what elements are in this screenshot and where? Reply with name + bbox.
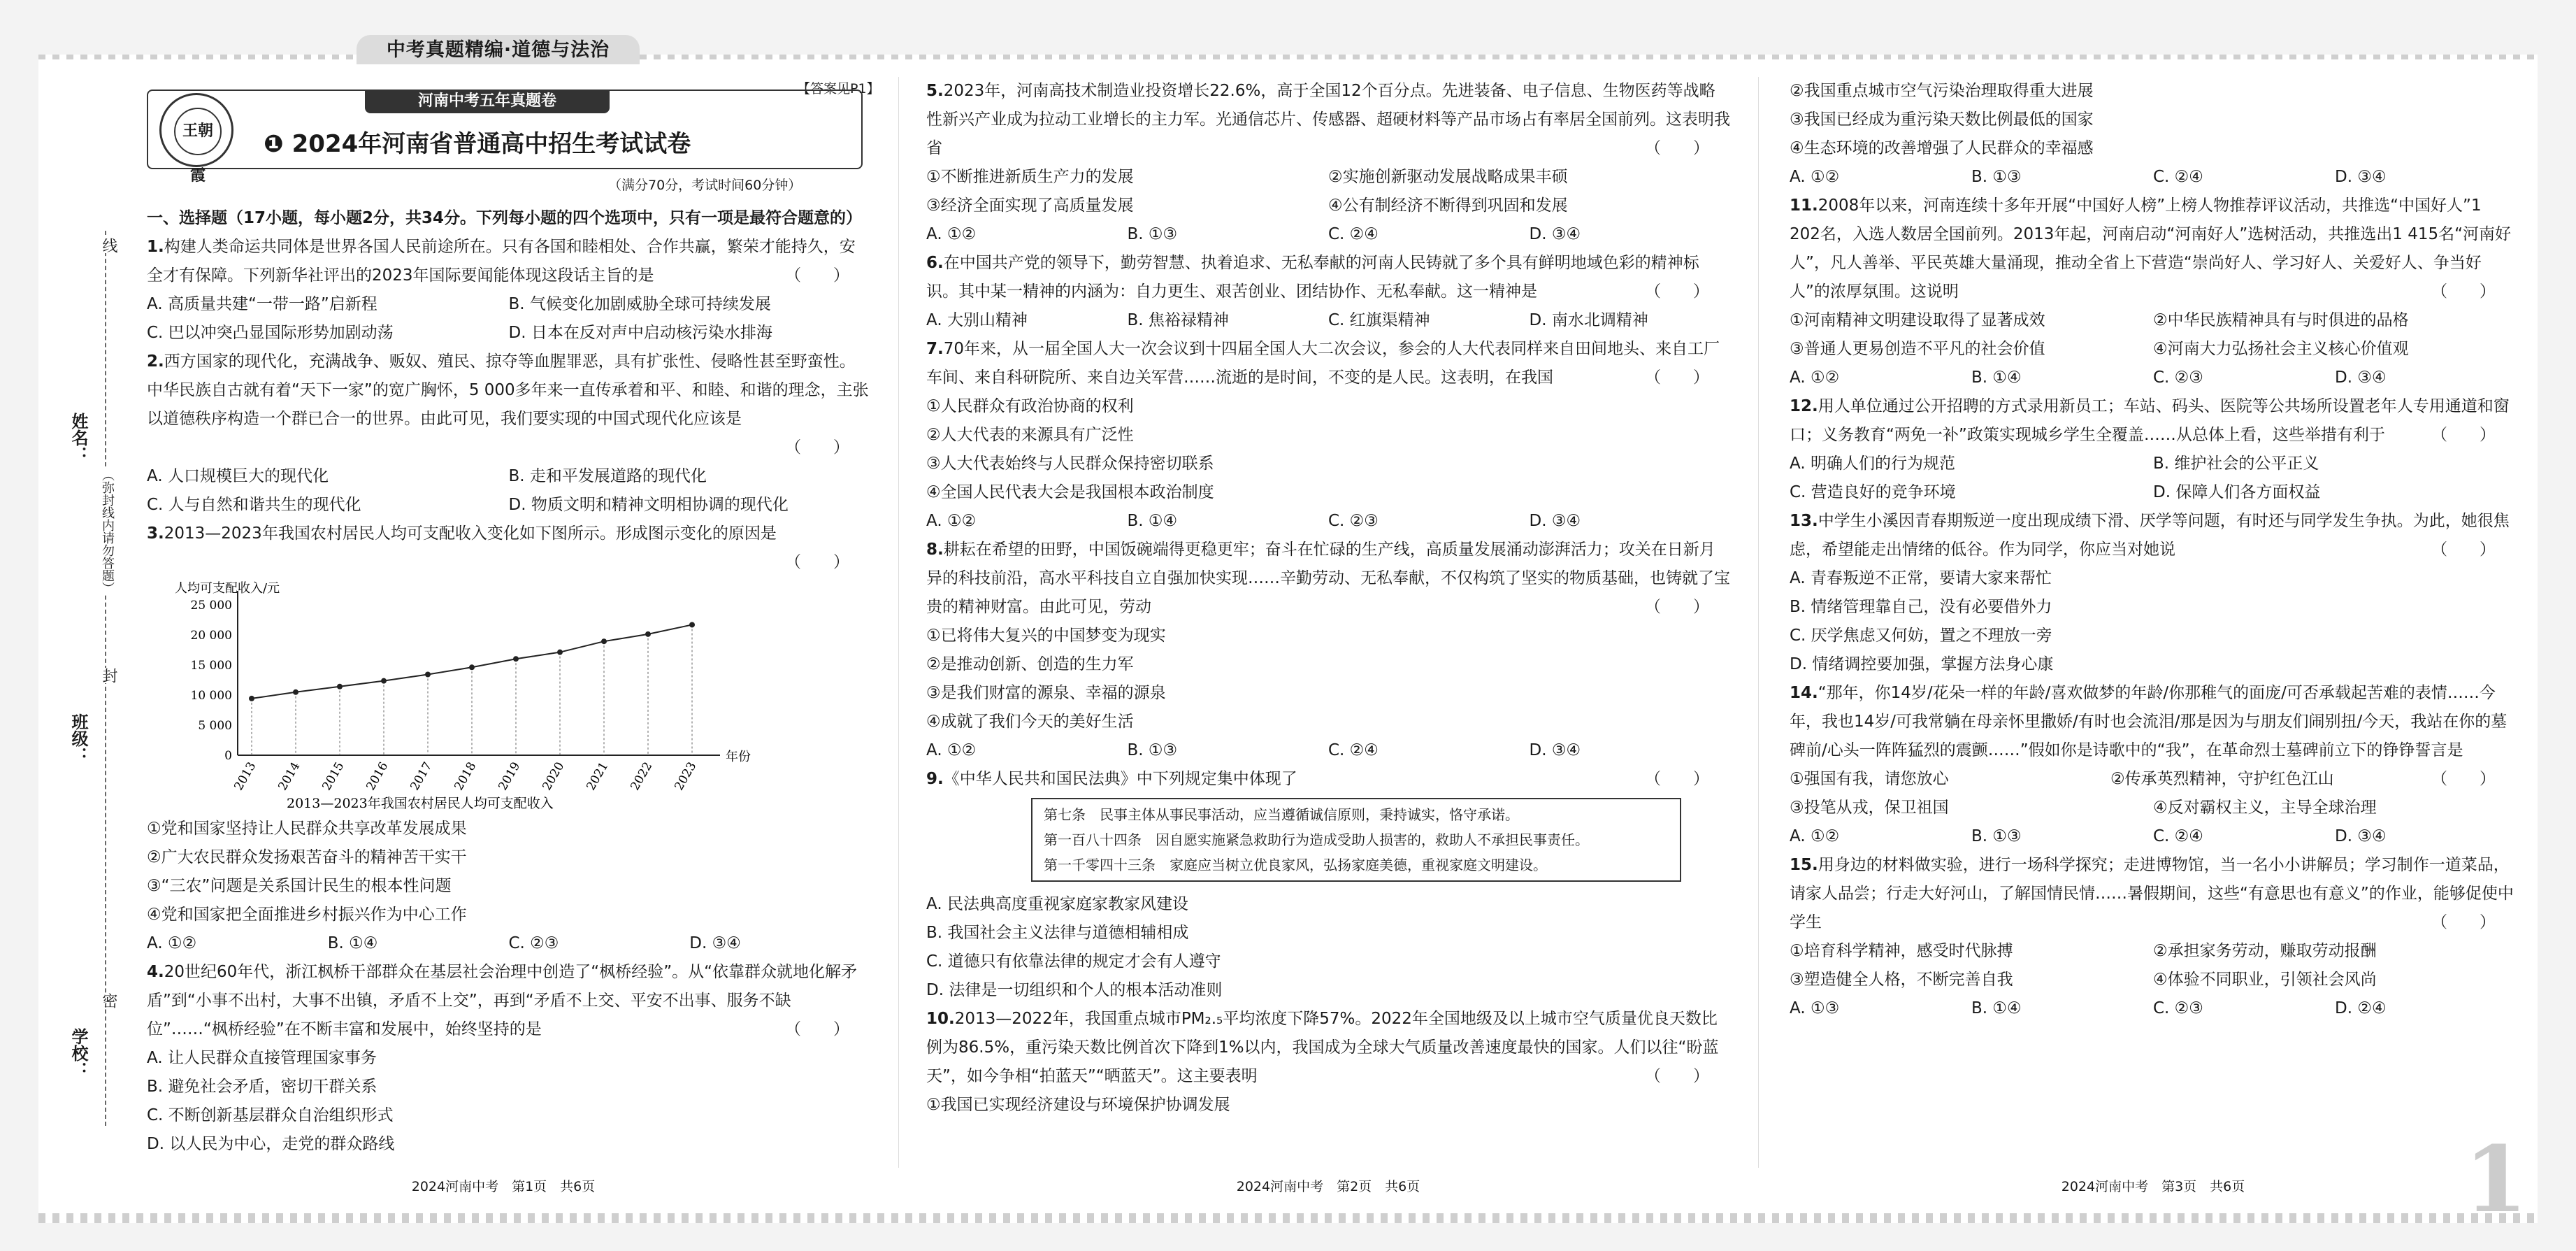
question-5: 5.2023年，河南高技术制造业投资增长22.6%，高于全国12个百分点。先进装备、电子信息、生物医药等战略性新兴产业成为拉动工业增长的主力军。光通信芯片、传感器、超硬材料等产品市场占有率居全国前列。这表明我省 （ ）: [926, 82, 1730, 157]
x-tick-label: 2022: [628, 759, 656, 793]
option: B. 气候变化加剧威胁全球可持续发展: [508, 295, 771, 313]
law-article: 第一千零四十三条 家庭应当树立优良家风，弘扬家庭美德，重视家庭文明建设。: [1044, 857, 1547, 873]
statement: ④公有制经济不断得到巩固和发展: [1328, 196, 1568, 215]
statement: ④党和国家把全面推进乡村振兴作为中心工作: [147, 906, 467, 924]
statement: ③塑造健全人格，不断完善自我: [1790, 971, 2013, 989]
option: A. 民法典高度重视家庭家教家风建设: [926, 895, 1188, 913]
option: D. 保障人们各方面权益: [2153, 483, 2321, 501]
question-4: 4.20世纪60年代，浙江枫桥干部群众在基层社会治理中创造了“枫桥经验”。从“依靠群众就地化解矛盾”到“小事不出村，大事不出镇，矛盾不上交”，再到“矛盾不上交、平安不出事、服务不缺位”……“枫桥经验”在不断丰富和发展中，始终坚持的是 （ ）: [147, 963, 858, 1038]
statement: ②传承英烈精神，守护红色江山: [2110, 770, 2334, 788]
option: D. 情绪调控要加强，掌握方法身心康: [1790, 655, 2054, 673]
page-footer-2: 2024河南中考 第2页 共6页: [1236, 1179, 1420, 1194]
question-6: 6.在中国共产党的领导下，勤劳智慧、执着追求、无私奉献的河南人民铸就了多个具有鲜明地域色彩的精神标识。其中某一精神的内涵为：自力更生、艰苦创业、团结协作、无私奉献。这一精神是 （ ）: [926, 254, 1709, 301]
name-label: 姓名：: [69, 413, 88, 463]
option: D. ③④: [2335, 827, 2387, 845]
option: A. 人口规模巨大的现代化: [147, 467, 329, 485]
question-11: 11.2008年以来，河南连续十多年开展“中国好人榜”上榜人物推荐评议活动，共推选“中国好人”1 202名，入选人数居全国前列。2013年起，河南启动“河南好人”选树活动，共推选出1 415名“河南好人”，凡人善举、平民英雄大量涌现，推动全省上下营造“崇尚好人、学习好人、关爱好人、争当好人”的浓厚氛围。这说明 （ ）: [1790, 196, 2512, 301]
statement: ③经济全面实现了高质量发展: [926, 196, 1134, 215]
data-point: [513, 656, 519, 662]
column-divider: [898, 77, 899, 1168]
option: B. ①③: [1971, 168, 2022, 186]
statement: ①强国有我，请您放心: [1790, 770, 1949, 788]
x-tick-label: 2020: [540, 759, 568, 793]
statement: ③“三农”问题是关系国计民生的根本性问题: [147, 877, 452, 895]
income-series-line: [252, 624, 692, 698]
paper-edge-bottom: [38, 1213, 2538, 1223]
option: A. 高质量共建“一带一路”启新程: [147, 295, 377, 313]
option: B. ①④: [327, 934, 378, 952]
x-tick-label: 2014: [275, 759, 303, 793]
question-14: 14.“那年，你14岁/花朵一样的年龄/喜欢做梦的年龄/你那稚气的面庞/可否承载起苦难的表情……今年，我也14岁/可我常躺在母亲怀里撒娇/有时也会流泪/那是因为与朋友们闹别扭/今天，我站在你的墓碑前/心头一阵阵猛烈的震颤……”假如你是诗歌中的“我”，在革命烈士墓碑前立下的铮铮誓言是 （ ）: [1790, 684, 2507, 788]
option: C. 不断创新基层群众自治组织形式: [147, 1106, 394, 1124]
y-axis-label: 人均可支配收入/元: [175, 581, 280, 596]
data-point: [557, 650, 563, 655]
option: C. ②③: [2153, 369, 2203, 387]
exam-title: ❶ 2024年河南省普通高中招生考试试卷: [264, 130, 691, 158]
x-tick-label: 2017: [408, 759, 436, 793]
logo-text: 王朝霞: [174, 108, 222, 155]
data-point: [337, 684, 343, 689]
option: A. ①②: [1790, 168, 1840, 186]
statement: ②人大代表的来源具有广泛性: [926, 426, 1134, 444]
option: C. 营造良好的竞争环境: [1790, 483, 1956, 501]
option: D. ③④: [1529, 741, 1581, 759]
option: D. ③④: [1529, 225, 1581, 243]
question-9: 9.《中华人民共和国民法典》中下列规定集中体现了 （ ）: [926, 770, 1709, 788]
x-tick-label: 2015: [319, 759, 347, 793]
statement: ①人民群众有政治协商的权利: [926, 397, 1134, 415]
y-tick-label: 25 000: [190, 599, 232, 613]
data-point: [645, 631, 651, 637]
question-1: 1.构建人类命运共同体是世界各国人民前途所在。只有各国和睦相处、合作共赢，繁荣才能持久，安全才有保障。下列新华社评出的2023年国际要闻能体现这段话主旨的是 （ ）: [147, 238, 856, 285]
option: B. ①③: [1971, 827, 2022, 845]
x-axis-label: 年份: [726, 750, 751, 764]
option: D. ③④: [689, 934, 741, 952]
option: D. 以人民为中心，走党的群众路线: [147, 1135, 395, 1153]
option: C. 巴以冲突凸显国际形势加剧动荡: [147, 324, 394, 342]
law-article: 第七条 民事主体从事民事活动，应当遵循诚信原则，秉持诚实，恪守承诺。: [1044, 806, 1519, 823]
option: C. ②④: [1328, 225, 1379, 243]
statement: ③普通人更易创造不平凡的社会价值: [1790, 340, 2045, 358]
option: D. ③④: [2335, 369, 2387, 387]
statement: ②承担家务劳动，赚取劳动报酬: [2153, 942, 2377, 960]
y-tick-label: 10 000: [190, 689, 232, 703]
option: C. ②③: [508, 934, 559, 952]
y-tick-label: 20 000: [190, 629, 232, 643]
option: A. ①②: [926, 512, 977, 530]
option: A. 明确人们的行为规范: [1790, 455, 1955, 473]
y-tick-label: 15 000: [190, 659, 232, 673]
publisher-logo: [159, 93, 233, 185]
x-tick-label: 2018: [452, 759, 480, 793]
statement: ④生态环境的改善增强了人民群众的幸福感: [1790, 139, 2094, 157]
data-point: [293, 689, 298, 695]
question-10: 10.2013—2022年，我国重点城市PM₂.₅平均浓度下降57%。2022年全国地级及以上城市空气质量优良天数比例为86.5%，重污染天数比例首次下降到1%以内，我国成为全球大气质量改善速度最快的国家。人们以往“盼蓝天”，如今争相“拍蓝天”“晒蓝天”。这主要表明 （ ）: [926, 1010, 1719, 1085]
column-1: 一、选择题（17小题，每小题2分，共34分。下列每小题的四个选项中，只有一项是最符合题意的） 1.构建人类命运共同体是世界各国人民前途所在。只有各国和睦相处、合作共赢，繁荣才能持久，安全才有保障。下列新华社评出的2023年国际要闻能体现这段话主旨的是 （ ） A. 高质量共建“一带一路”启新程 B. 气候变化加剧威胁全球可持续发展 C. 巴以冲突凸显国际形势加剧动荡 D. 日本在反对声中启动核污染水排海 2.西方国家的现代化，充满战争、贩奴、殖民、掠夺等血腥罪恶，具有扩张性、侵略性甚至野蛮性。中华民族自古就有着“天下一家”的宽广胸怀，5 000多年来一直传承着和平、和睦、和谐的理念，主张以道德秩序构造一个群已合一的世界。由此可见，我们要实现的中国式现代化应该是 （ ） A. 人口规模巨大的现代化 B. 走和平发展道路的现代化 C. 人与自然和谐共生的现代化 D. 物质文明和精神文明相协调的现代化 3.2013—2023年我国农村居民人均可支配收入变化如下图所示。形成图示变化的原因是 （ ） 人均可支配收入/元 0 5 000 10 000 15 000 20 000 25 000 2013 2014 2015 2016 2017 2018 2019 2020 2021 2022 2023 年份 2013—2023年我国农村居民人均可支配收入 ①党和国家坚持让人民群众共享改革发展成果 ②广大农民群众发扬艰苦奋斗的精神苦干实干 ③“三农”问题是关系国计民生的根本性问题 ④党和国家把全面推进乡村振兴作为中心工作 A. ①② B. ①④ C. ②③ D. ③④ 4.20世纪60年代，浙江枫桥干部群众在基层社会治理中创造了“枫桥经验”。从“依靠群众就地化解矛盾”到“小事不出村，大事不出镇，矛盾不上交”，再到“矛盾不上交、平安不出事、服务不缺位”……“枫桥经验”在不断丰富和发展中，始终坚持的是 （ ） A. 让人民群众直接管理国家事务 B. 避免社会矛盾，密切干群关系 C. 不断创新基层群众自治组织形式 D. 以人民为中心，走党的群众路线: [147, 204, 870, 1159]
question-13: 13.中学生小溪因青春期叛逆一度出现成绩下滑、厌学等问题，有时还与同学发生争执。为此，她很焦虑，希望能走出情绪的低谷。作为同学，你应当对她说 （ ）: [1790, 512, 2510, 559]
page-footer-3: 2024河南中考 第3页 共6页: [2061, 1179, 2245, 1194]
data-point: [689, 622, 695, 627]
school-label: 学校：: [69, 1028, 88, 1078]
seal-mark-seal: 封: [98, 668, 120, 683]
statement: ③投笔从戎，保卫祖国: [1790, 799, 1949, 817]
page-number: 1: [2464, 1126, 2528, 1233]
civil-code-excerpt: [1031, 798, 1681, 882]
x-tick-label: 2023: [672, 759, 700, 793]
option: C. 道德只有依靠法律的规定才会有人遵守: [926, 952, 1221, 971]
income-line-chart: [147, 577, 776, 815]
option: B. ①④: [1127, 512, 1178, 530]
option: A. ①②: [1790, 827, 1840, 845]
exam-banner: [147, 90, 863, 169]
statement: ②中华民族精神具有与时俱进的品格: [2153, 311, 2409, 329]
statement: ②我国重点城市空气污染治理取得重大进展: [1790, 82, 2094, 100]
option: B. 我国社会主义法律与道德相辅相成: [926, 924, 1189, 942]
option: B. ①③: [1127, 741, 1178, 759]
statement: ③我国已经成为重污染天数比例最低的国家: [1790, 110, 2094, 129]
option: C. 人与自然和谐共生的现代化: [147, 496, 361, 514]
option: B. 维护社会的公平正义: [2153, 455, 2319, 473]
option: A. 大别山精神: [926, 311, 1028, 329]
banner-subtitle: 河南中考五年真题卷: [365, 90, 610, 113]
option: A. ①②: [147, 934, 197, 952]
seal-mark-secret: 密: [98, 993, 120, 1008]
option: C. ②④: [1328, 741, 1379, 759]
x-tick-label: 2021: [584, 759, 612, 793]
option: A. ①②: [1790, 369, 1840, 387]
data-point: [469, 664, 475, 670]
statement: ②广大农民群众发扬艰苦奋斗的精神苦干实干: [147, 848, 467, 866]
statement: ①培育科学精神，感受时代脉搏: [1790, 942, 2013, 960]
question-15: 15.用身边的材料做实验，进行一场科学探究；走进博物馆，当一名小小讲解员；学习制作一道菜品，请家人品尝；行走大好河山，了解国情民情……暑假期间，这些“有意思也有意义”的作业，能够促使中学生 （ ）: [1790, 856, 2514, 931]
column-2: [926, 77, 1730, 1120]
column-divider: [1758, 77, 1759, 1168]
option: D. ②④: [2335, 999, 2387, 1017]
y-tick-label: 0: [224, 749, 232, 763]
option: C. ②④: [2153, 168, 2203, 186]
option: D. 物质文明和精神文明相协调的现代化: [508, 496, 789, 514]
option: B. 走和平发展道路的现代化: [508, 467, 707, 485]
statement: ④全国人民代表大会是我国根本政治制度: [926, 483, 1214, 501]
seal-mark-line: 线: [98, 238, 120, 253]
answer-reference: 【答案见P1】: [797, 81, 880, 96]
statement: ①党和国家坚持让人民群众共享改革发展成果: [147, 820, 467, 838]
statement: ①已将伟大复兴的中国梦变为现实: [926, 627, 1166, 645]
law-article: 第一百八十四条 因自愿实施紧急救助行为造成受助人损害的，救助人不承担民事责任。: [1044, 831, 1589, 848]
data-point: [601, 638, 607, 644]
book-title-tab: 中考真题精编·道德与法治: [357, 35, 640, 64]
statement: ③人大代表始终与人民群众保持密切联系: [926, 455, 1214, 473]
data-point: [381, 678, 387, 684]
statement: ①不断推进新质生产力的发展: [926, 168, 1134, 186]
option: C. ②③: [1328, 512, 1379, 530]
statement: ②实施创新驱动发展战略成果丰硕: [1328, 168, 1568, 186]
data-point: [425, 671, 431, 677]
score-note: （满分70分，考试时间60分钟）: [608, 178, 802, 193]
statement: ①河南精神文明建设取得了显著成效: [1790, 311, 2045, 329]
y-tick-label: 5 000: [198, 719, 232, 733]
option: A. 让人民群众直接管理国家事务: [147, 1049, 377, 1067]
question-8: 8.耕耘在希望的田野，中国饭碗端得更稳更牢；奋斗在忙碌的生产线，高质量发展涌动澎湃活力；攻关在日新月异的科技前沿，高水平科技自立自强加快实现……辛勤劳动、无私奉献，不仅构筑了坚实的物质基础，也铸就了宝贵的精神财富。由此可见，劳动 （ ）: [926, 541, 1730, 616]
question-3: 3.2013—2023年我国农村居民人均可支配收入变化如下图所示。形成图示变化的原因是: [147, 524, 777, 543]
seal-note: （弥封线内请勿答题）: [98, 469, 116, 594]
option: A. ①②: [926, 741, 977, 759]
column-3: [1790, 77, 2517, 1023]
option: C. ②④: [2153, 827, 2203, 845]
class-label: 班级：: [69, 713, 88, 764]
x-tick-label: 2013: [231, 759, 259, 793]
question-2: 2.西方国家的现代化，充满战争、贩奴、殖民、掠夺等血腥罪恶，具有扩张性、侵略性甚至野蛮性。中华民族自古就有着“天下一家”的宽广胸怀，5 000多年来一直传承着和平、和睦、和谐的理念，主张以道德秩序构造一个群已合一的世界。由此可见，我们要实现的中国式现代化应该是: [147, 352, 869, 428]
statement: ④体验不同职业，引领社会风尚: [2153, 971, 2377, 989]
option: C. ②③: [2153, 999, 2203, 1017]
option: C. 红旗渠精神: [1328, 311, 1430, 329]
option: C. 厌学焦虑又何妨，置之不理放一旁: [1790, 627, 2052, 645]
option: D. 南水北调精神: [1529, 311, 1648, 329]
statement: ②是推动创新、创造的生力军: [926, 655, 1134, 673]
question-12: 12.用人单位通过公开招聘的方式录用新员工；车站、码头、医院等公共场所设置老年人专用通道和窗口；义务教育“两免一补”政策实现城乡学生全覆盖……从总体上看，这些举措有利于 （ ）: [1790, 397, 2510, 444]
statement: ④河南大力弘扬社会主义核心价值观: [2153, 340, 2409, 358]
option: D. ③④: [1529, 512, 1581, 530]
question-7: 7.70年来，从一届全国人大一次会议到十四届全国人大二次会议，参会的人大代表同样来自田间地头、来自工厂车间、来自科研院所、来自边关军营……流逝的是时间，不变的是人民。这表明，在我国 （ ）: [926, 340, 1720, 387]
option: B. 避免社会矛盾，密切干群关系: [147, 1078, 377, 1096]
statement: ④成就了我们今天的美好生活: [926, 713, 1134, 731]
x-tick-label: 2016: [364, 759, 391, 793]
option: D. 日本在反对声中启动核污染水排海: [508, 324, 772, 342]
statement: ③是我们财富的源泉、幸福的源泉: [926, 684, 1166, 702]
option: B. 焦裕禄精神: [1127, 311, 1229, 329]
option: B. ①③: [1127, 225, 1178, 243]
option: B. 情绪管理靠自己，没有必要借外力: [1790, 598, 2052, 616]
option: A. ①②: [926, 225, 977, 243]
chart-svg: [147, 577, 776, 815]
option: A. 青春叛逆不正常，要请大家来帮忙: [1790, 569, 2052, 587]
option: A. ①③: [1790, 999, 1840, 1017]
x-tick-label: 2019: [496, 759, 524, 793]
option: D. 法律是一切组织和个人的根本活动准则: [926, 981, 1223, 999]
option: B. ①④: [1971, 999, 2022, 1017]
option: B. ①④: [1971, 369, 2022, 387]
statement: ④反对霸权主义，主导全球治理: [2153, 799, 2377, 817]
statement: ①我国已实现经济建设与环境保护协调发展: [926, 1096, 1230, 1114]
chart-title: 2013—2023年我国农村居民人均可支配收入: [287, 796, 554, 811]
section-heading: 一、选择题（17小题，每小题2分，共34分。下列每小题的四个选项中，只有一项是最符合题意的）: [147, 209, 863, 227]
data-point: [249, 696, 254, 701]
page-footer-1: 2024河南中考 第1页 共6页: [411, 1179, 596, 1194]
option: D. ③④: [2335, 168, 2387, 186]
